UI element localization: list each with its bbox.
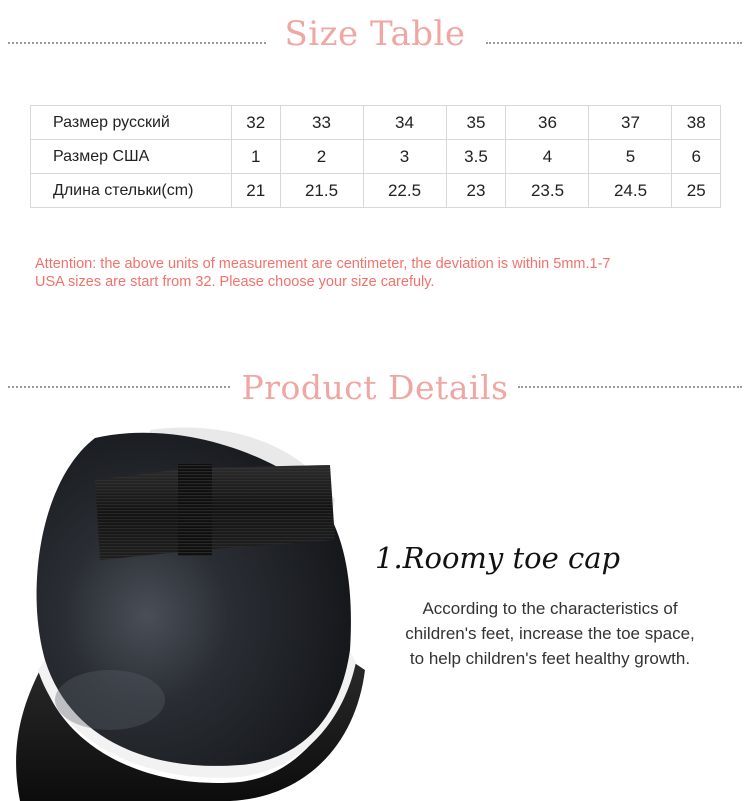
table-cell: 35 <box>446 106 506 140</box>
table-row-usa-size <box>31 140 721 174</box>
row-label: Длина стельки(cm) <box>31 174 232 208</box>
attention-note <box>35 255 725 291</box>
feature-desc-line: to help children's feet healthy growth. <box>409 649 691 668</box>
attention-line-2: USA sizes are start from 32. Please choose your size carefuly. <box>35 274 435 290</box>
row-label: Размер русский <box>31 106 232 140</box>
shoe-toe-image <box>0 420 370 801</box>
size-table-title: Size Table <box>284 14 466 54</box>
table-row-insole-length <box>31 174 721 208</box>
table-cell: 37 <box>589 106 672 140</box>
table-cell: 3.5 <box>446 140 506 174</box>
size-table <box>30 105 721 208</box>
attention-line-1: Attention: the above units of measurement are centimeter, the deviation is within 5mm.1-7 <box>35 256 611 272</box>
product-details-title: Product Details <box>241 368 509 407</box>
feature-desc-line: children's feet, increase the toe space, <box>405 624 695 643</box>
table-cell: 6 <box>672 140 721 174</box>
feature-title: 1.Roomy toe cap <box>375 541 621 575</box>
table-cell: 5 <box>589 140 672 174</box>
table-cell: 22.5 <box>363 174 446 208</box>
size-table-header <box>0 8 750 68</box>
product-details-header <box>0 360 750 420</box>
row-label: Размер США <box>31 140 232 174</box>
table-cell: 33 <box>280 106 363 140</box>
table-cell: 21.5 <box>280 174 363 208</box>
table-cell: 2 <box>280 140 363 174</box>
feature-description <box>372 596 728 671</box>
table-row-russian-size <box>31 106 721 140</box>
feature-desc-line: According to the characteristics of <box>422 599 678 618</box>
dotted-divider-right <box>486 42 742 44</box>
table-cell: 23.5 <box>506 174 589 208</box>
table-cell: 34 <box>363 106 446 140</box>
table-cell: 4 <box>506 140 589 174</box>
table-cell: 36 <box>506 106 589 140</box>
dotted-divider-right <box>518 386 742 388</box>
table-cell: 24.5 <box>589 174 672 208</box>
table-cell: 38 <box>672 106 721 140</box>
table-cell: 1 <box>232 140 281 174</box>
table-cell: 23 <box>446 174 506 208</box>
table-cell: 21 <box>232 174 281 208</box>
table-cell: 32 <box>232 106 281 140</box>
table-cell: 25 <box>672 174 721 208</box>
table-cell: 3 <box>363 140 446 174</box>
